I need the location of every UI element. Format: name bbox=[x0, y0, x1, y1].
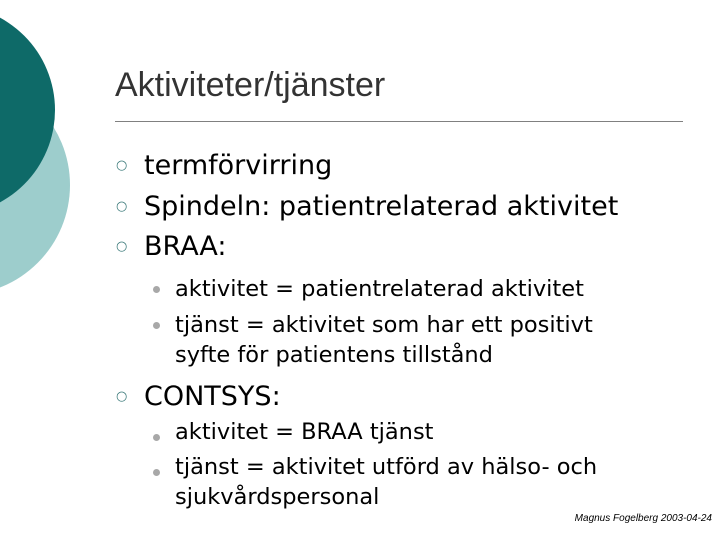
bullet-item: CONTSYS: bbox=[144, 381, 281, 412]
filled-dot-bullet-icon bbox=[153, 434, 160, 441]
bullet-item: termförvirring bbox=[144, 150, 333, 181]
slide-footer-author-date: Magnus Fogelberg 2003-04-24 bbox=[574, 513, 712, 524]
filled-dot-bullet-icon bbox=[153, 322, 160, 329]
open-circle-bullet-icon: ○ bbox=[116, 389, 128, 404]
sub-bullet-item-line1: tjänst = aktivitet utförd av hälso- och bbox=[175, 454, 598, 480]
sub-bullet-item-line2: syfte för patientens tillstånd bbox=[175, 342, 493, 368]
bullet-item: Spindeln: patientrelaterad aktivitet bbox=[144, 191, 619, 222]
sub-bullet-item-line1: tjänst = aktivitet som har ett positivt bbox=[175, 312, 593, 338]
bullet-item: BRAA: bbox=[144, 231, 227, 262]
filled-dot-bullet-icon bbox=[153, 286, 160, 293]
slide-title: Aktiviteter/tjänster bbox=[115, 66, 386, 104]
sub-bullet-item: aktivitet = BRAA tjänst bbox=[175, 419, 434, 445]
sub-bullet-item-line2: sjukvårdspersonal bbox=[175, 484, 380, 510]
open-circle-bullet-icon: ○ bbox=[116, 158, 128, 173]
sub-bullet-item: aktivitet = patientrelaterad aktivitet bbox=[175, 276, 584, 302]
open-circle-bullet-icon: ○ bbox=[116, 239, 128, 254]
filled-dot-bullet-icon bbox=[153, 469, 160, 476]
open-circle-bullet-icon: ○ bbox=[116, 199, 128, 214]
